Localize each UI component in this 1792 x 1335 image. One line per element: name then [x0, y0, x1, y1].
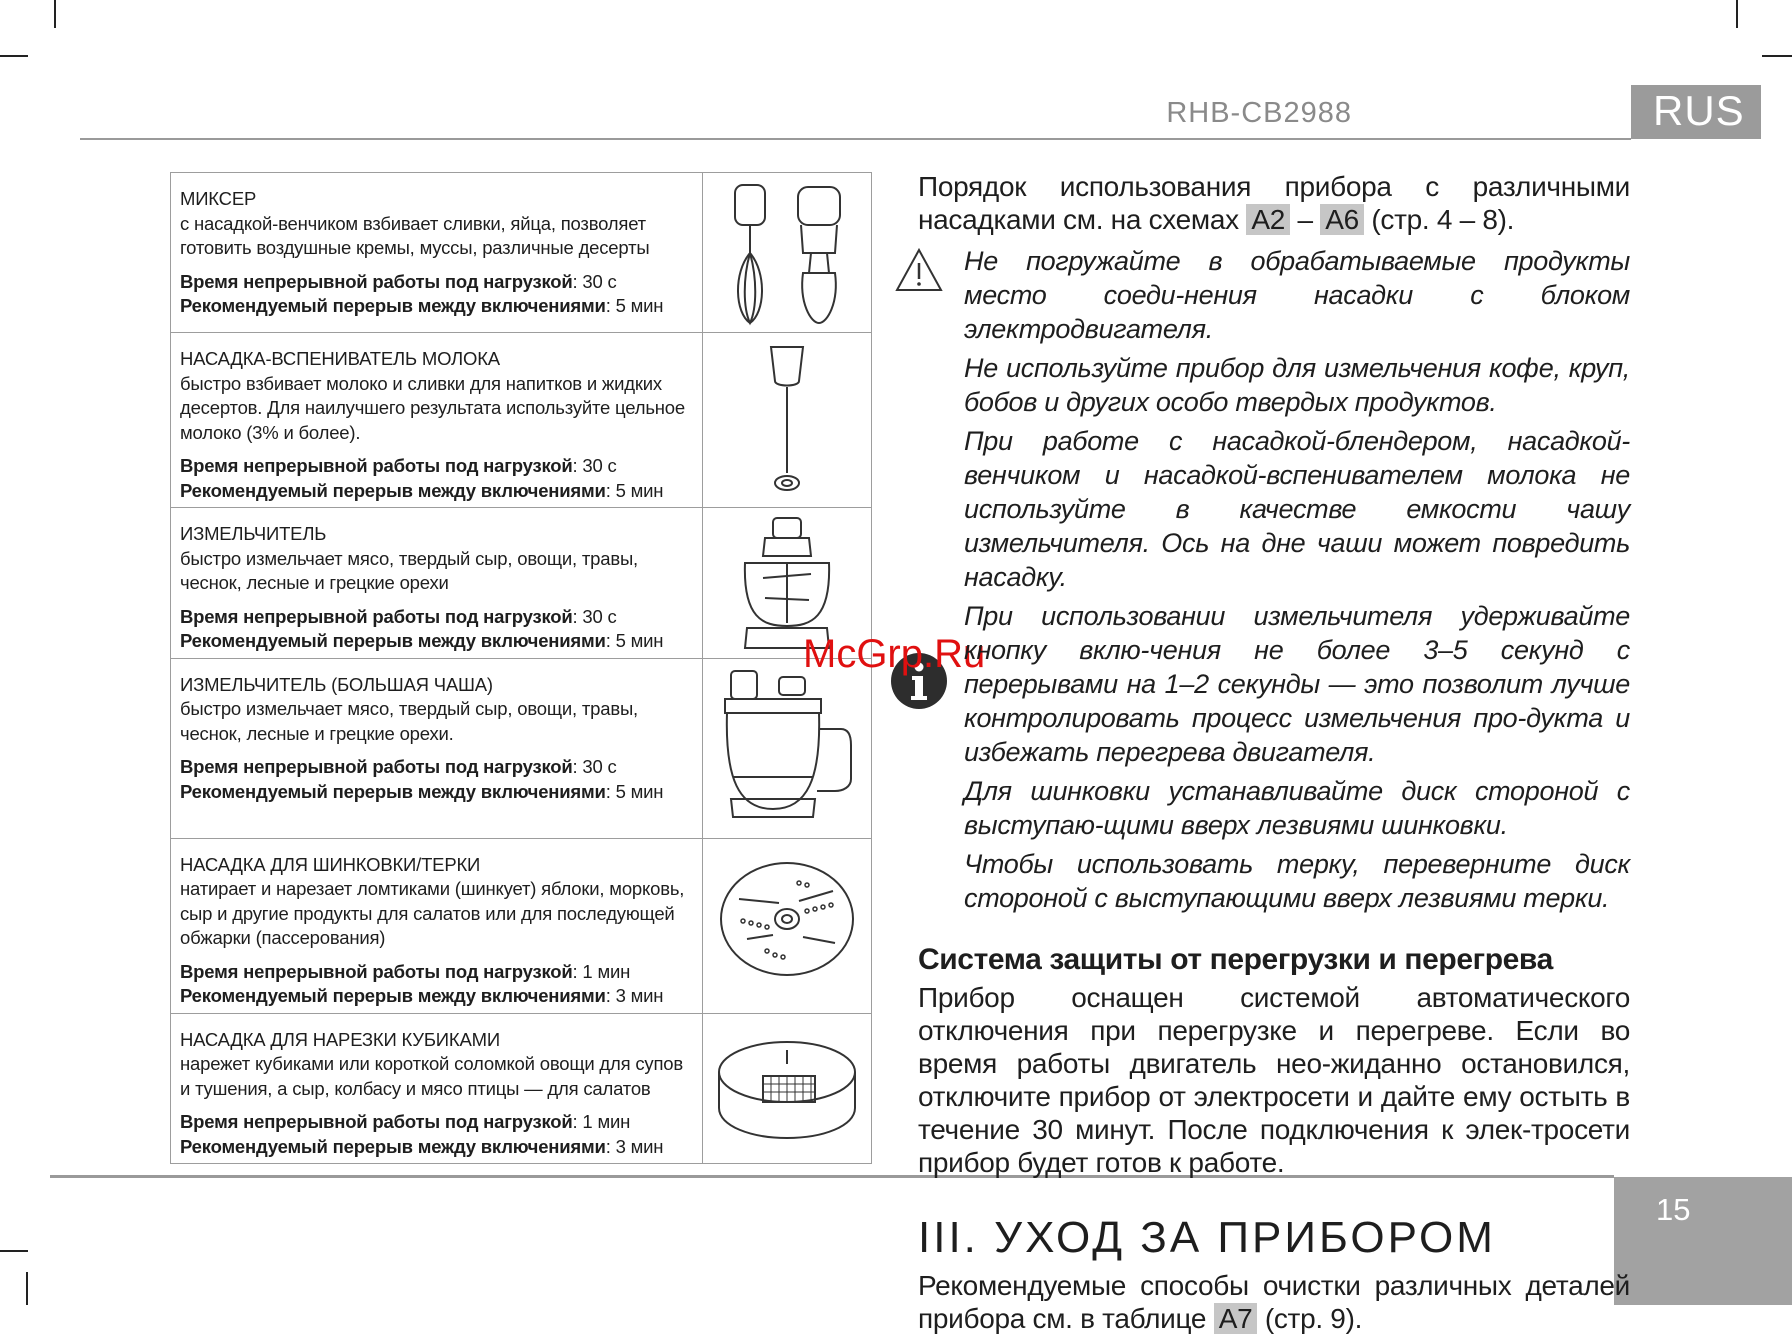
language-badge	[1631, 85, 1761, 139]
warning-3: При работе с насадкой-блендером, насадкой-венчиком и насадкой-вспенивателем молока не используйте в качестве емкости чашу измельчителя. Ось на дне чаши может повредить насадку.	[964, 426, 1630, 592]
work-time-label: Время непрерывной работы под нагрузкой	[180, 756, 573, 777]
work-time-value: : 30 с	[572, 605, 617, 627]
crop-mark	[0, 1250, 28, 1252]
attachment-description: натирает и нарезает ломтиками (шинкует) яблоки, морковь, сыр и другие продукты для салатов или для последующей обжарки (пассерования)	[180, 878, 685, 948]
dicing-disc-icon	[703, 1014, 871, 1160]
break-time-value: : 5 мин	[605, 630, 664, 651]
attachment-description: быстро взбивает молоко и сливки для напитков и жидких десертов. Для наилучшего результата используйте цельное молоко (3% и более).	[180, 372, 685, 443]
break-time	[180, 984, 696, 1009]
break-time	[180, 294, 696, 319]
attachment-text	[171, 1013, 703, 1164]
usage-intro-pages: (стр. 4 – 8).	[1363, 204, 1515, 235]
work-time-label: Время непрерывной работы под нагрузкой	[180, 605, 573, 627]
warning-1: Не погружайте в обрабатываемые продукты место соеди-нения насадки с блоком электродвигателя.	[964, 246, 1630, 344]
attachment-text	[171, 333, 703, 508]
attachment-name: МИКСЕР	[180, 188, 257, 209]
attachment-name: НАСАДКА ДЛЯ НАРЕЗКИ КУБИКАМИ	[180, 1028, 500, 1050]
work-time-label: Время непрерывной работы под нагрузкой	[180, 270, 573, 292]
attachment-illustration	[703, 838, 872, 1013]
care-text-main: Рекомендуемые способы очистки различных деталей прибора см. в таблице	[918, 1270, 1630, 1334]
page-number-badge	[1614, 1177, 1792, 1305]
break-time	[180, 780, 696, 805]
watermark: McGrp.Ru	[803, 632, 986, 676]
attachment-illustration	[703, 333, 872, 508]
break-time-label: Рекомендуемый перерыв между включениями	[180, 985, 606, 1006]
break-time-label: Рекомендуемый перерыв между включениями	[180, 630, 606, 651]
attachment-row	[171, 1013, 872, 1164]
attachment-text	[171, 658, 703, 838]
work-time	[180, 1110, 696, 1135]
break-time-value: : 5 мин	[605, 295, 664, 316]
table-ref-a7: A7	[1214, 1303, 1258, 1334]
break-time	[180, 1135, 696, 1160]
crop-mark	[1736, 0, 1738, 28]
attachment-text	[171, 173, 703, 333]
attachment-description: нарежет кубиками или короткой соломкой овощи для супов и тушения, а сыр, колбасу и мясо птицы — для салатов	[180, 1053, 683, 1099]
break-time-value: : 3 мин	[605, 1135, 664, 1157]
ref-dash: –	[1290, 204, 1321, 235]
usage-intro	[918, 170, 1630, 236]
scheme-ref-a2: A2	[1246, 204, 1290, 235]
attachment-description: быстро измельчает мясо, твердый сыр, овощи, травы, чеснок, лесные и грецкие орехи	[180, 547, 638, 593]
attachment-text	[171, 838, 703, 1013]
work-time	[180, 960, 696, 985]
crop-mark	[26, 1272, 28, 1305]
care-heading: III. УХОД ЗА ПРИБОРОМ	[918, 1213, 1496, 1262]
work-time	[180, 270, 696, 295]
work-time-label: Время непрерывной работы под нагрузкой	[180, 455, 573, 476]
attachments-table	[170, 172, 872, 1164]
attachment-row	[171, 173, 872, 333]
tip-1: Для шинковки устанавливайте диск стороной с выступаю-щими вверх лезвиями шинковки.	[964, 776, 1630, 840]
care-text	[918, 1269, 1630, 1335]
work-time	[180, 454, 696, 479]
attachment-illustration	[703, 173, 872, 333]
attachment-name: ИЗМЕЛЬЧИТЕЛЬ (БОЛЬШАЯ ЧАША)	[180, 673, 493, 695]
milk-frother-icon	[703, 333, 871, 504]
attachment-illustration	[703, 658, 872, 838]
attachment-row	[171, 333, 872, 508]
crop-mark	[54, 0, 56, 28]
attachment-name: НАСАДКА-ВСПЕНИВАТЕЛЬ МОЛОКА	[180, 348, 500, 369]
usage-intro-text: Порядок использования прибора с различными насадками см. на схемах	[918, 171, 1630, 235]
work-time-value: : 30 с	[572, 756, 617, 777]
work-time-value: : 30 с	[572, 455, 617, 476]
break-time-label: Рекомендуемый перерыв между включениями	[180, 780, 606, 802]
protection-text: Прибор оснащен системой автоматического отключения при перегрузке и перегреве. Если во время работы двигатель нео-жиданно остановился, отключите прибор от электросети и дайте ему остыть в течение 30 минут. После подключения к элек-тросети прибор будет готов к работе.	[918, 982, 1630, 1178]
work-time	[180, 755, 696, 780]
warning-2: Не используйте прибор для измельчения кофе, круп, бобов и других особо твердых продуктов.	[964, 353, 1630, 417]
break-time	[180, 629, 696, 654]
language-label: RUS	[1653, 87, 1745, 134]
attachment-text	[171, 508, 703, 659]
work-time-label: Время непрерывной работы под нагрузкой	[180, 960, 573, 982]
attachment-description: быстро измельчает мясо, твердый сыр, овощи, травы, чеснок, лесные и грецкие орехи.	[180, 698, 638, 744]
instructions-column	[918, 170, 1630, 1335]
attachment-name: ИЗМЕЛЬЧИТЕЛЬ	[180, 523, 327, 544]
work-time	[180, 605, 696, 630]
care-text-pages: (стр. 9).	[1257, 1303, 1363, 1334]
attachment-name: НАСАДКА ДЛЯ ШИНКОВКИ/ТЕРКИ	[180, 853, 481, 875]
crop-mark	[1762, 55, 1792, 57]
work-time-value: : 1 мин	[572, 960, 631, 982]
break-time-label: Рекомендуемый перерыв между включениями	[180, 295, 606, 316]
break-time-value: : 3 мин	[605, 985, 664, 1006]
attachment-row	[171, 838, 872, 1013]
page-number: 15	[1656, 1192, 1691, 1227]
mixer-whisk-icon	[703, 173, 871, 331]
attachment-illustration	[703, 1013, 872, 1164]
work-time-label: Время непрерывной работы под нагрузкой	[180, 1111, 573, 1132]
protection-heading: Система защиты от перегрузки и перегрева	[918, 943, 1553, 976]
break-time-label: Рекомендуемый перерыв между включениями	[180, 479, 606, 501]
attachment-row	[171, 508, 872, 659]
scheme-ref-a6: A6	[1320, 204, 1364, 235]
slicing-grating-disc-icon	[703, 839, 871, 1005]
warning-4: При использовании измельчителя удерживайте кнопку вклю-чения не более 3–5 секунд с перерывами на 1–2 секунды — это позволит лучше контролировать процесс измельчения про-дукта и избежать перегрева двигателя.	[964, 601, 1630, 767]
large-bowl-chopper-icon	[703, 659, 871, 837]
work-time-value: : 30 с	[572, 270, 617, 292]
work-time-value: : 1 мин	[572, 1111, 631, 1132]
break-time-value: : 5 мин	[605, 780, 664, 802]
attachment-description: с насадкой-венчиком взбивает сливки, яйца, позволяет готовить воздушные кремы, муссы, различные десерты	[180, 212, 650, 258]
model-number: RHB-CB2988	[1166, 97, 1352, 129]
attachment-row	[171, 658, 872, 838]
crop-mark	[0, 55, 28, 57]
header-rule	[80, 138, 1631, 140]
break-time-label: Рекомендуемый перерыв между включениями	[180, 1135, 606, 1157]
tip-2: Чтобы использовать терку, переверните диск стороной с выступающими вверх лезвиями терки.	[964, 849, 1630, 913]
break-time	[180, 479, 696, 504]
break-time-value: : 5 мин	[605, 479, 664, 501]
